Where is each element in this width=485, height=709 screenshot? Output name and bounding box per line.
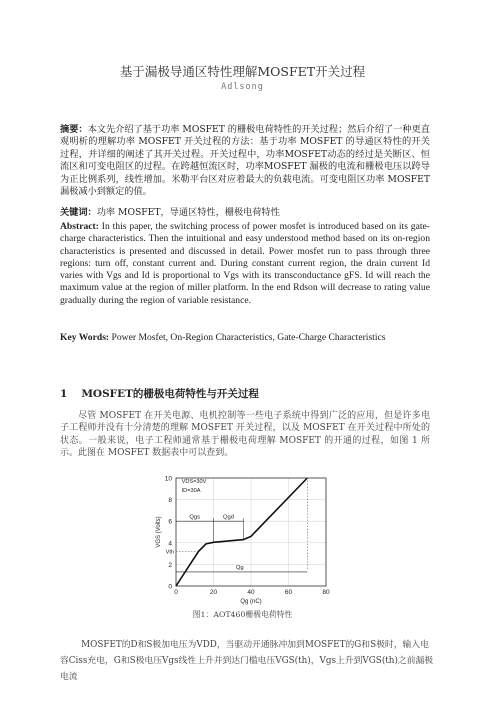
chart-grid (176, 478, 326, 586)
section-heading (60, 386, 259, 401)
x-tick-label: 0 (174, 589, 178, 596)
x-tick-label: 20 (209, 589, 218, 596)
abstract-zh (60, 124, 430, 198)
y-tick-label: 0 (168, 583, 172, 591)
annotation-qgd: Qgd (223, 514, 234, 521)
abstract-zh-label: 摘要： (60, 124, 88, 135)
annotation-qg: Qg (235, 564, 244, 571)
y-tick-label: 6 (168, 518, 172, 526)
keywords-zh (60, 207, 430, 219)
section-number: 1 (60, 388, 68, 400)
section-title: MOSFET的栅极电荷特性与开关过程 (81, 388, 259, 400)
keywords-zh-text: 功率 MOSFET，导通区特性，栅极电荷特性 (96, 207, 280, 218)
paragraph-1: 尽管 MOSFET 在开关电源、电机控制等一些电子系统中得到广泛的应用，但是许多电子工程师并没有十分清楚的理解 MOSFET 开关过程，以及 MOSFET 在开关过程中所处的状态。一般来说，电子工程师通常基于栅极电荷理解 MOSFET 的开通的过程，如图 1 所示。此图在 MOSFET 数据表中可以查到。 (60, 411, 430, 459)
author: Adlsong (221, 82, 264, 92)
keywords-en-text: Power Mosfet, On-Region Characteristics, Gate-Charge Characteristics (109, 332, 386, 343)
y-tick-label: 10 (164, 475, 172, 483)
x-axis-label: Qg (nC) (240, 599, 262, 605)
keywords-zh-label: 关键词： (60, 207, 97, 218)
abstract-en-text: In this paper, the switching process of power mosfet is introduced based on its gate-charge characteristics. Then the intuitional and easy understood method based on its on-region characteristics is presented and discussed in detail. Power mosfet run to pass through three regions: turn off, constant current and. During constant current region, the drain current Id varies with Vgs and Id is proportional to Vgs with its transconductance gFS. Id will reach the maximum value at the region of miller platform. In the end Rdson will decrease to rating value gradually during the region of variable resistance. (60, 221, 430, 306)
figure-caption: 图1：AOT460栅极电荷特性 (192, 610, 293, 619)
abstract-zh-text: 本文先介绍了基于功率 MOSFET 的栅极电荷特性的开关过程；然后介绍了一种更直观明析的理解功率 MOSFET 开关过程的方法：基于功率 MOSFET 的导通区特性的开关过程，并详细的阐述了其开关过程。开关过程中，功率MOSFET动态的经过是关断区、恒流区和可变电阻区的过程。在跨越恒流区时，功率MOSFET 漏极的电流和栅极电压以跨导为正比例系列，线性增加。米勒平台区对应着最大的负载电流。可变电阻区功率 MOSFET 漏极减小到额定的值。 (60, 124, 430, 198)
annotation-id: ID=30A (181, 488, 201, 495)
annotation-qgs: Qgs (189, 514, 201, 521)
paper-title: 基于漏极导通区特性理解MOSFET开关过程 (119, 64, 366, 79)
x-tick-label: 60 (284, 589, 293, 596)
keywords-en (60, 332, 430, 344)
annotation-vth: Vth (165, 549, 174, 556)
abstract-en-label: Abstract: (60, 221, 99, 232)
y-tick-label: 4 (168, 540, 172, 548)
gate-charge-chart (148, 470, 334, 608)
x-tick-label: 40 (247, 589, 255, 596)
y-axis-label: VGS (Volts) (156, 516, 162, 548)
paragraph-2: MOSFET的D和S极加电压为VDD，当驱动开通脉冲加到MOSFET的G和S极时，输入电容Ciss充电，G和S极电压Vgs线性上升并到达门槛电压VGS(th)，Vgs上升到VGS(th)之前漏极电流 (60, 640, 434, 682)
y-tick-label: 8 (168, 497, 172, 505)
x-tick-label: 80 (322, 589, 330, 596)
abstract-en (60, 221, 430, 307)
annotation-vds: VDS=30V (181, 478, 207, 485)
keywords-en-label: Key Words: (60, 332, 110, 343)
y-tick-label: 2 (168, 561, 172, 569)
